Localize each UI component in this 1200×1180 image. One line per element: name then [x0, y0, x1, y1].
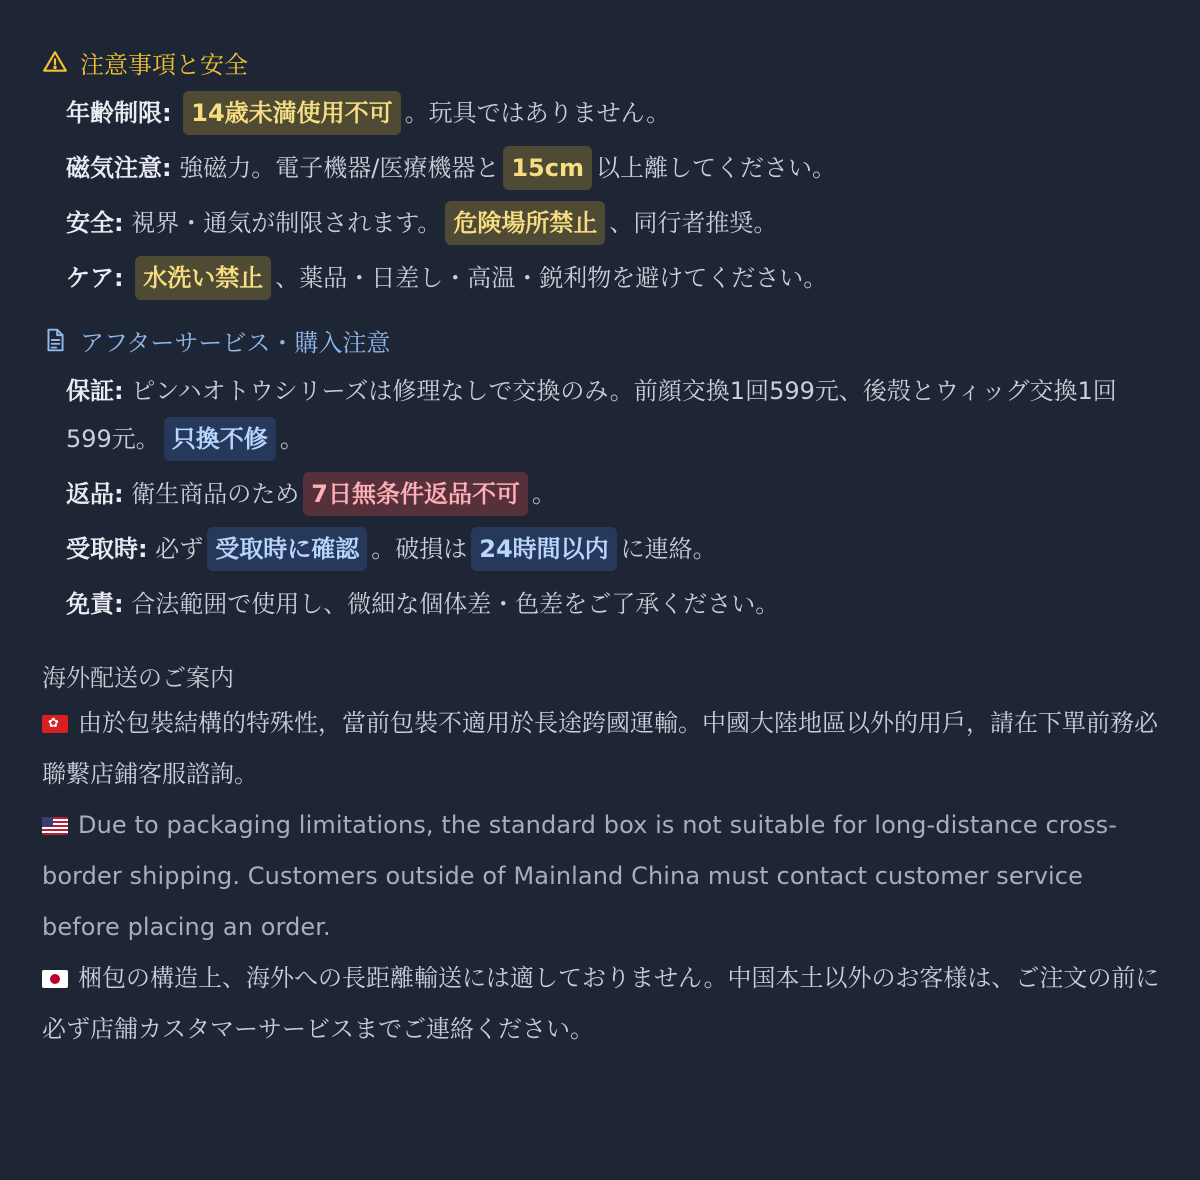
receipt-highlight-b: 24時間以内 [471, 527, 616, 571]
magnet-text-b: 以上離してください。 [595, 154, 836, 182]
magnet-text-a: 強磁力。電子機器/医療機器と [179, 154, 500, 182]
returns-text: 衛生商品のため [131, 480, 300, 508]
shipping-title: 海外配送のご案内 [42, 664, 234, 692]
receipt-label: 受取時: [66, 535, 148, 563]
warning-triangle-icon [42, 49, 68, 75]
shipping-en [42, 800, 1160, 953]
safety-text-a: 視界・通気が制限されます。 [131, 209, 442, 237]
service-heading-text: アフターサービス・購入注意 [80, 328, 391, 357]
shipping-jp [42, 953, 1160, 1055]
warranty-text-end: 。 [279, 425, 304, 453]
warranty-item [66, 367, 1160, 463]
returns-highlight: 7日無条件返品不可 [303, 472, 528, 516]
magnet-item [66, 144, 1160, 192]
age-limit-label: 年齢制限: [66, 99, 172, 127]
receipt-text-a: 必ず [155, 535, 204, 563]
care-text: 、薬品・日差し・高温・鋭利物を避けてください。 [275, 264, 828, 292]
safety-heading [42, 42, 1160, 82]
shipping-hk-text: 由於包裝結構的特殊性，當前包裝不適用於長途跨國運輸。中國大陸地區以外的用戶，請在下單前務必聯繫店鋪客服諮詢。 [42, 709, 1158, 788]
disclaimer-text: 合法範囲で使用し、微細な個体差・色差をご了承ください。 [131, 590, 780, 618]
warranty-highlight: 只換不修 [164, 417, 276, 461]
magnet-highlight: 15cm [503, 146, 592, 190]
age-limit-highlight: 14歳未満使用不可 [183, 91, 400, 135]
age-limit-text: 。玩具ではありません。 [404, 99, 671, 127]
disclaimer-item [66, 580, 1160, 628]
service-list [42, 367, 1160, 628]
returns-label: 返品: [66, 480, 124, 508]
safety-highlight: 危険場所禁止 [445, 201, 605, 245]
receipt-highlight-a: 受取時に確認 [207, 527, 367, 571]
service-heading [42, 320, 1160, 360]
document-icon [42, 327, 68, 353]
magnet-label: 磁気注意: [66, 154, 172, 182]
safety-item [66, 199, 1160, 247]
safety-heading-text: 注意事項と安全 [80, 50, 248, 79]
receipt-item [66, 525, 1160, 573]
receipt-text-c: に連絡。 [620, 535, 717, 563]
shipping-en-text: Due to packaging limitations, the standard box is not suitable for long-distance cross-border shipping. Customers outside of Mainland China must contact customer service before placing an order. [42, 811, 1117, 941]
care-label: ケア: [66, 264, 124, 292]
us-flag-icon [42, 817, 68, 835]
shipping-hk [42, 698, 1160, 800]
safety-label: 安全: [66, 209, 124, 237]
receipt-text-b: 。破損は [371, 535, 468, 563]
returns-text-end: 。 [531, 480, 556, 508]
safety-list [42, 89, 1160, 302]
care-highlight: 水洗い禁止 [135, 256, 271, 300]
hong-kong-flag-icon [42, 715, 68, 733]
safety-text-b: 、同行者推奨。 [609, 209, 778, 237]
disclaimer-label: 免責: [66, 590, 124, 618]
shipping-jp-text: 梱包の構造上、海外への長距離輸送には適しておりません。中国本土以外のお客様は、ご注文の前に必ず店舗カスタマーサービスまでご連絡ください。 [42, 964, 1160, 1043]
warranty-label: 保証: [66, 377, 124, 405]
returns-item [66, 470, 1160, 518]
japan-flag-icon [42, 970, 68, 988]
age-limit-item [66, 89, 1160, 137]
care-item [66, 254, 1160, 302]
warranty-text: ピンハオトウシリーズは修理なしで交換のみ。前顔交換1回599元、後殻とウィッグ交換1回599元。 [66, 377, 1117, 453]
